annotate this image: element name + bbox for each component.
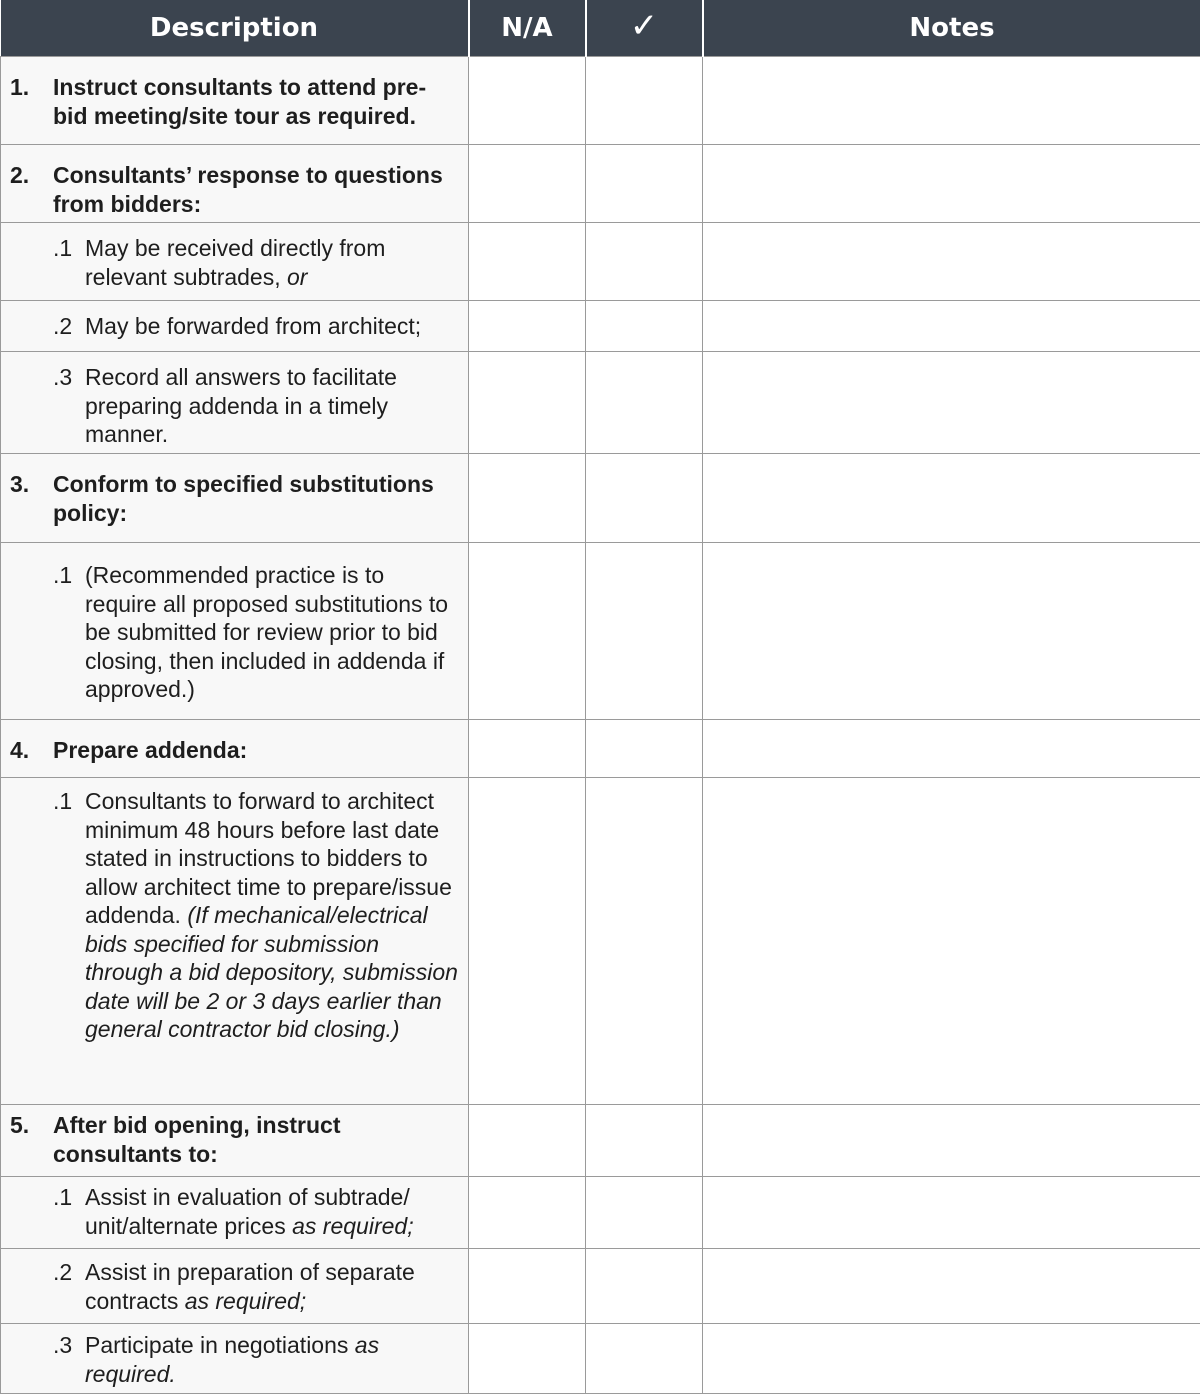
na-cell[interactable] [469,1105,586,1177]
na-cell[interactable] [469,301,586,352]
description-cell [1,352,469,454]
description-cell [1,1105,469,1177]
header-check [586,0,703,57]
item-text: Prepare addenda: [53,736,460,765]
na-cell[interactable] [469,720,586,778]
item-text: Conform to specified substitutions policy: [53,470,460,527]
notes-cell[interactable] [703,778,1200,1105]
item-number: 2. [10,161,53,218]
subitem-number: .2 [53,1258,85,1315]
item-text: Consultants’ response to questions from bidders: [53,161,460,218]
check-cell[interactable] [586,1177,703,1249]
check-cell[interactable] [586,301,703,352]
description-cell [1,145,469,223]
description-cell [1,301,469,352]
subitem-text: May be forwarded from architect; [85,312,460,341]
na-cell[interactable] [469,223,586,301]
table-row [1,1324,1200,1394]
notes-cell[interactable] [703,543,1200,720]
subitem-text: Participate in negotiations [85,1332,348,1358]
na-cell[interactable] [469,1324,586,1394]
check-cell[interactable] [586,543,703,720]
table-row [1,1249,1200,1324]
table-row [1,543,1200,720]
check-cell[interactable] [586,145,703,223]
subitem-number: .1 [53,1183,85,1240]
subitem-number: .2 [53,312,85,341]
table-row [1,352,1200,454]
notes-cell[interactable] [703,1324,1200,1394]
subitem-text: Assist in evaluation of subtrade/ unit/alternate prices [85,1184,410,1239]
subitem-number: .1 [53,561,85,704]
table-row [1,778,1200,1105]
item-number: 4. [10,736,53,765]
na-cell[interactable] [469,145,586,223]
item-number: 5. [10,1111,53,1168]
subitem-text: Record all answers to facilitate preparing addenda in a timely manner. [85,363,460,449]
check-cell[interactable] [586,1249,703,1324]
na-cell[interactable] [469,352,586,454]
item-text: Instruct consultants to attend pre-bid meeting/site tour as required. [53,73,460,130]
table-row [1,720,1200,778]
subitem-number: .3 [53,363,85,449]
check-cell[interactable] [586,720,703,778]
description-cell [1,1249,469,1324]
subitem-italic-text: or [287,264,307,290]
check-cell[interactable] [586,454,703,543]
table-row [1,145,1200,223]
check-cell[interactable] [586,352,703,454]
check-cell[interactable] [586,57,703,145]
description-cell [1,1324,469,1394]
subitem-number: .1 [53,787,85,1044]
subitem-text: (Recommended practice is to require all proposed substitutions to be submitted for review prior to bid closing, then included in addenda if approved.) [85,561,460,704]
na-cell[interactable] [469,543,586,720]
subitem-italic-text: as required. [85,1332,379,1387]
subitem-text: Consultants to forward to architect minimum 48 hours before last date stated in instructions to bidders to allow architect time to prepare/issue addenda. [85,788,452,928]
subitem-italic-text: as required; [292,1213,413,1239]
description-cell [1,223,469,301]
notes-cell[interactable] [703,145,1200,223]
notes-cell[interactable] [703,1105,1200,1177]
header-row [1,0,1200,57]
subitem-number: .3 [53,1331,85,1388]
description-cell [1,1177,469,1249]
notes-cell[interactable] [703,720,1200,778]
description-cell [1,778,469,1105]
item-number: 1. [10,73,53,130]
na-cell[interactable] [469,57,586,145]
header-na: N/A [469,0,586,57]
notes-cell[interactable] [703,1177,1200,1249]
na-cell[interactable] [469,1249,586,1324]
na-cell[interactable] [469,778,586,1105]
checkmark-icon: ✓ [630,6,659,46]
notes-cell[interactable] [703,352,1200,454]
subitem-text: May be received directly from relevant subtrades, [85,235,385,290]
header-notes: Notes [703,0,1200,57]
description-cell [1,454,469,543]
notes-cell[interactable] [703,454,1200,543]
check-cell[interactable] [586,778,703,1105]
check-cell[interactable] [586,223,703,301]
notes-cell[interactable] [703,223,1200,301]
table-row [1,301,1200,352]
description-cell [1,720,469,778]
notes-cell[interactable] [703,1249,1200,1324]
notes-cell[interactable] [703,57,1200,145]
notes-cell[interactable] [703,301,1200,352]
subitem-italic-text: (If mechanical/electrical bids specified for submission through a bid depository, submission date will be 2 or 3 days earlier than general contractor bid closing.) [85,902,458,1042]
item-text: After bid opening, instruct consultants to: [53,1111,460,1168]
table-row [1,1177,1200,1249]
check-cell[interactable] [586,1324,703,1394]
subitem-text: Assist in preparation of separate contracts [85,1259,415,1314]
na-cell[interactable] [469,1177,586,1249]
subitem-number: .1 [53,234,85,291]
subitem-italic-text: as required; [185,1288,306,1314]
table-row [1,454,1200,543]
check-cell[interactable] [586,1105,703,1177]
table-row [1,1105,1200,1177]
description-cell [1,543,469,720]
description-cell [1,57,469,145]
table-row [1,223,1200,301]
header-description: Description [1,0,469,57]
item-number: 3. [10,470,53,527]
table-row [1,57,1200,145]
na-cell[interactable] [469,454,586,543]
